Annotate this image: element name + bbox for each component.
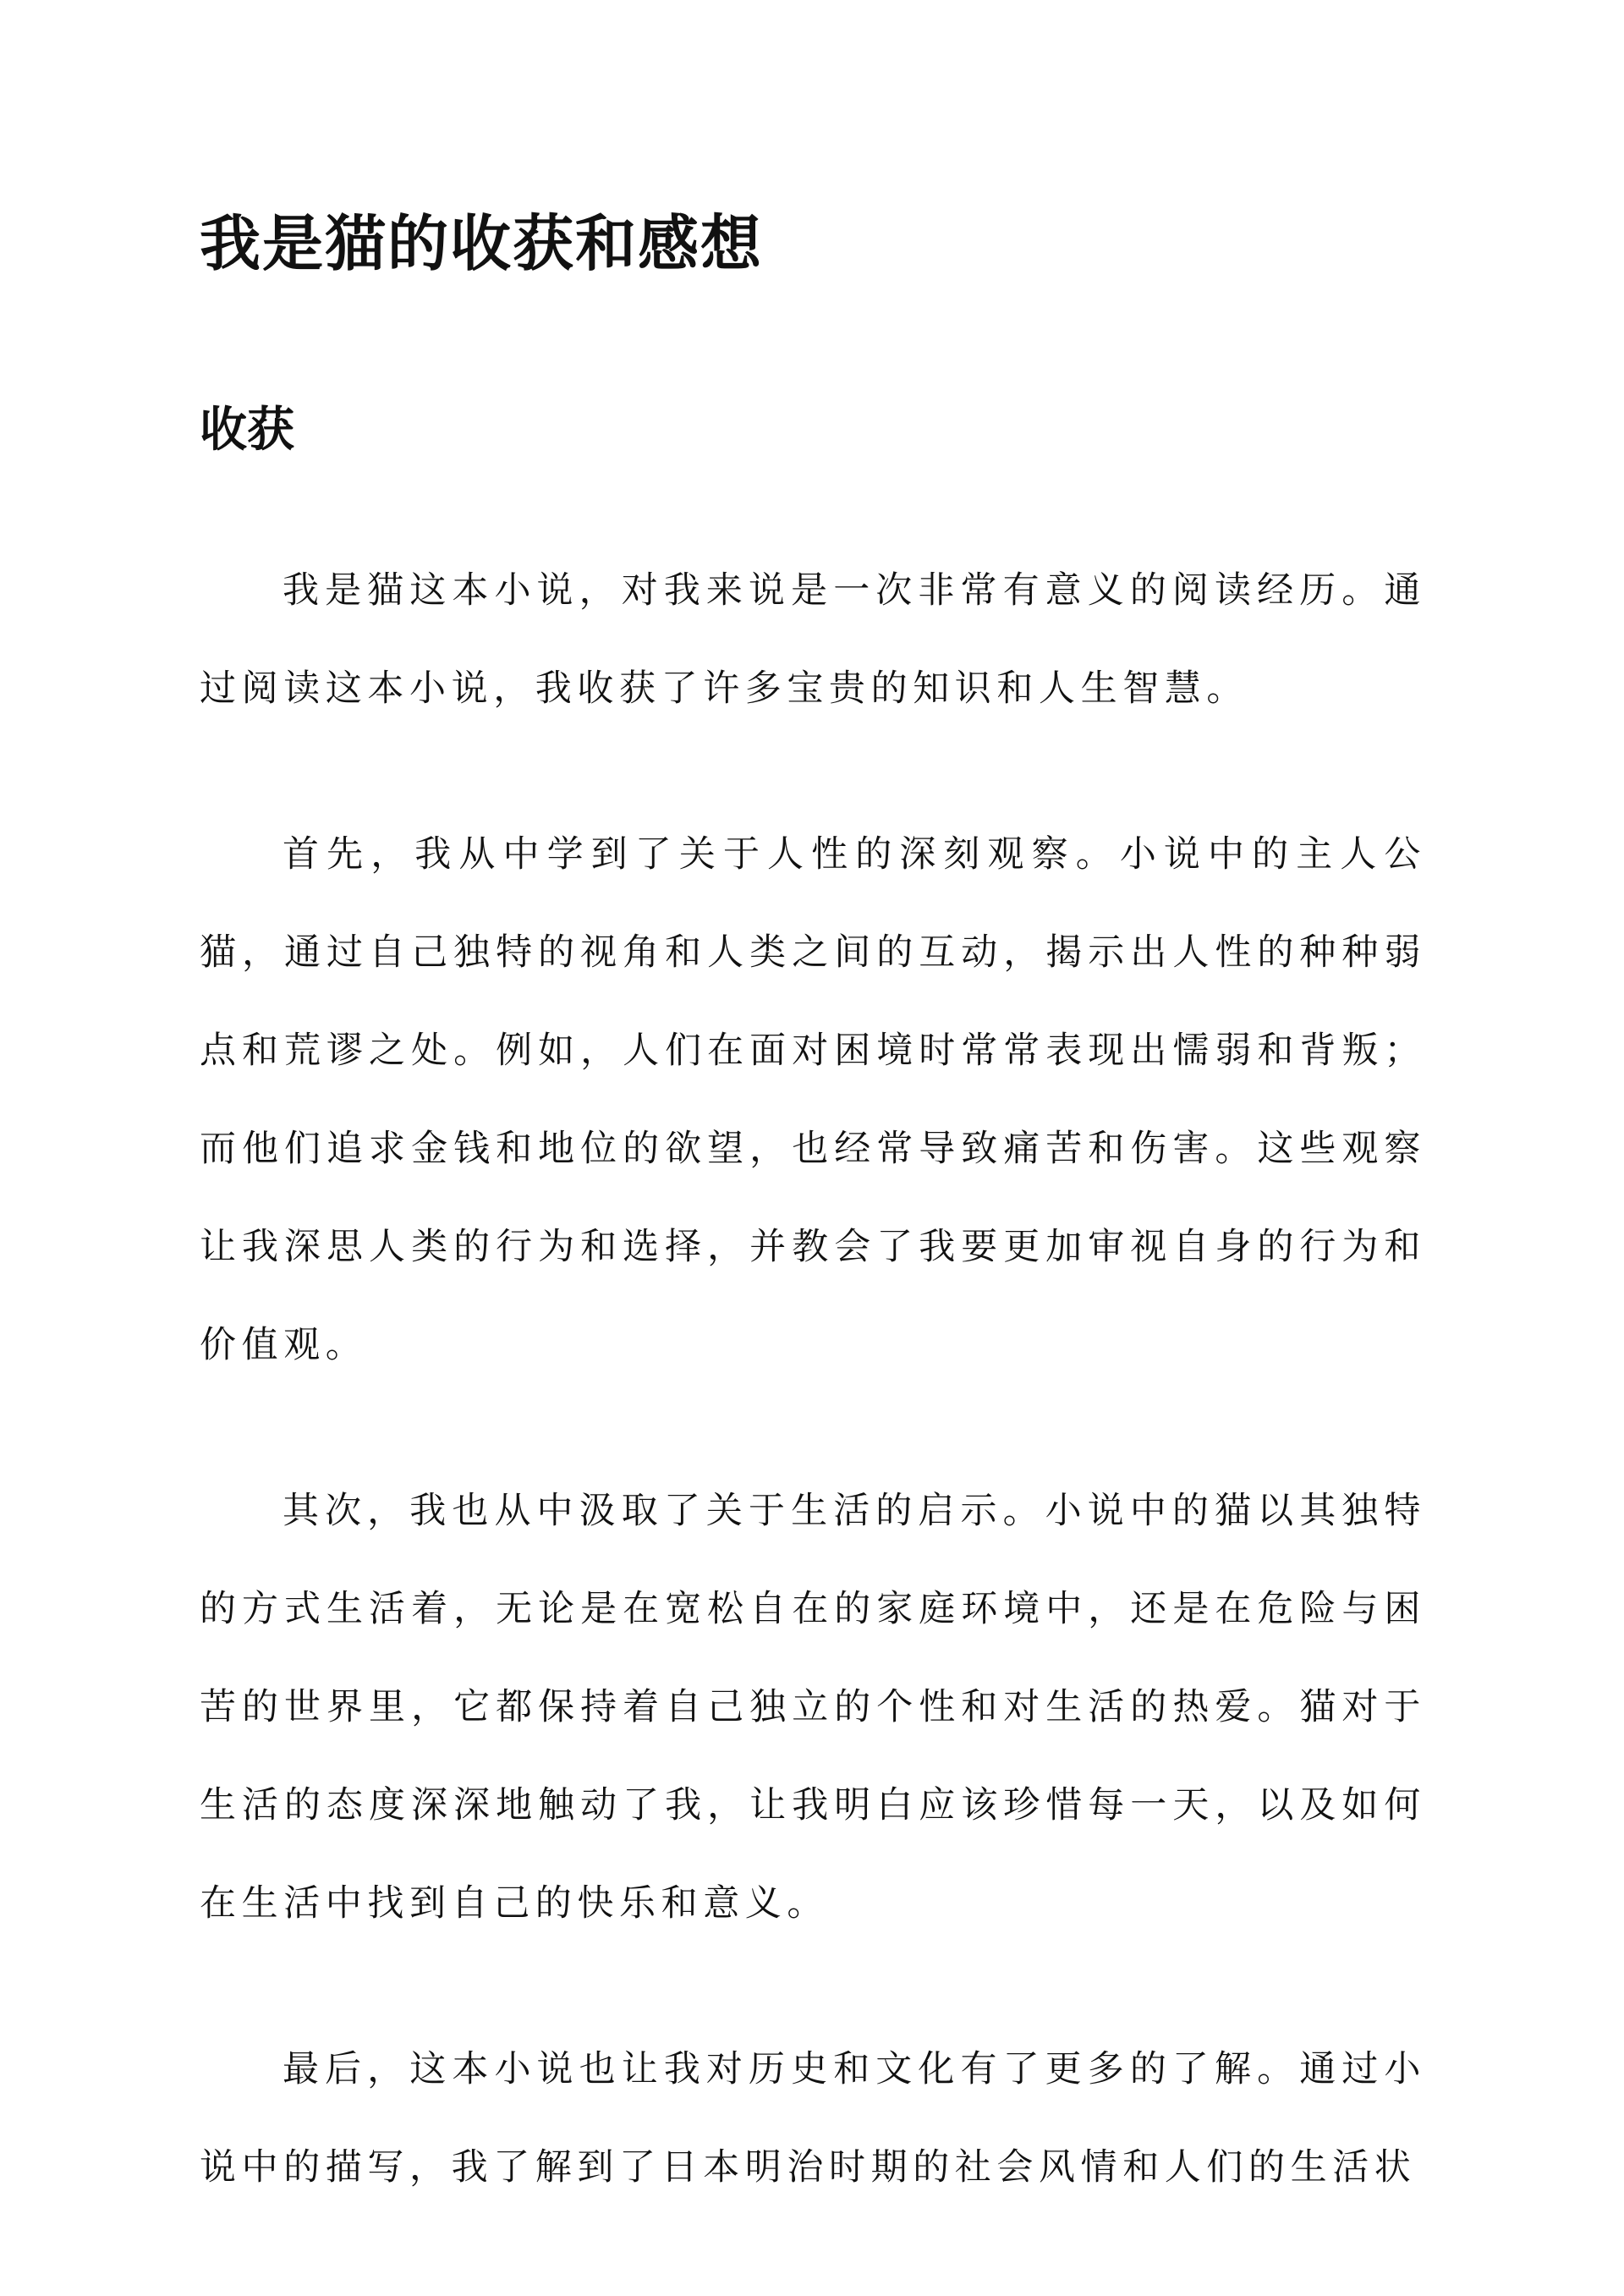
page-title: 我是猫的收获和感想 — [200, 207, 764, 279]
paragraph: 最后，这本小说也让我对历史和文化有了更多的了解。通过小说中的描写，我了解到了日本明治时期的社会风情和人们的生活状 — [200, 2048, 1426, 2189]
document-body — [200, 541, 1426, 2284]
paragraph: 其次，我也从中汲取了关于生活的启示。小说中的猫以其独特的方式生活着，无论是在宽松自在的家庭环境中，还是在危险与困苦的世界里，它都保持着自己独立的个性和对生活的热爱。猫对于生活的态度深深地触动了我，让我明白应该珍惜每一天，以及如何在生活中找到自己的快乐和意义。 — [200, 1490, 1426, 1925]
paragraph: 我是猫这本小说，对我来说是一次非常有意义的阅读经历。通过阅读这本小说，我收获了许多宝贵的知识和人生智慧。 — [200, 569, 1426, 710]
paragraph: 首先，我从中学到了关于人性的深刻观察。小说中的主人公猫，通过自己独特的视角和人类之间的互动，揭示出人性的种种弱点和荒谬之处。例如，人们在面对困境时常常表现出懦弱和背叛；而他们追求金钱和地位的欲望，也经常导致痛苦和伤害。这些观察让我深思人类的行为和选择，并教会了我要更加审视自身的行为和价值观。 — [200, 833, 1426, 1366]
section-heading: 收获 — [200, 402, 294, 458]
